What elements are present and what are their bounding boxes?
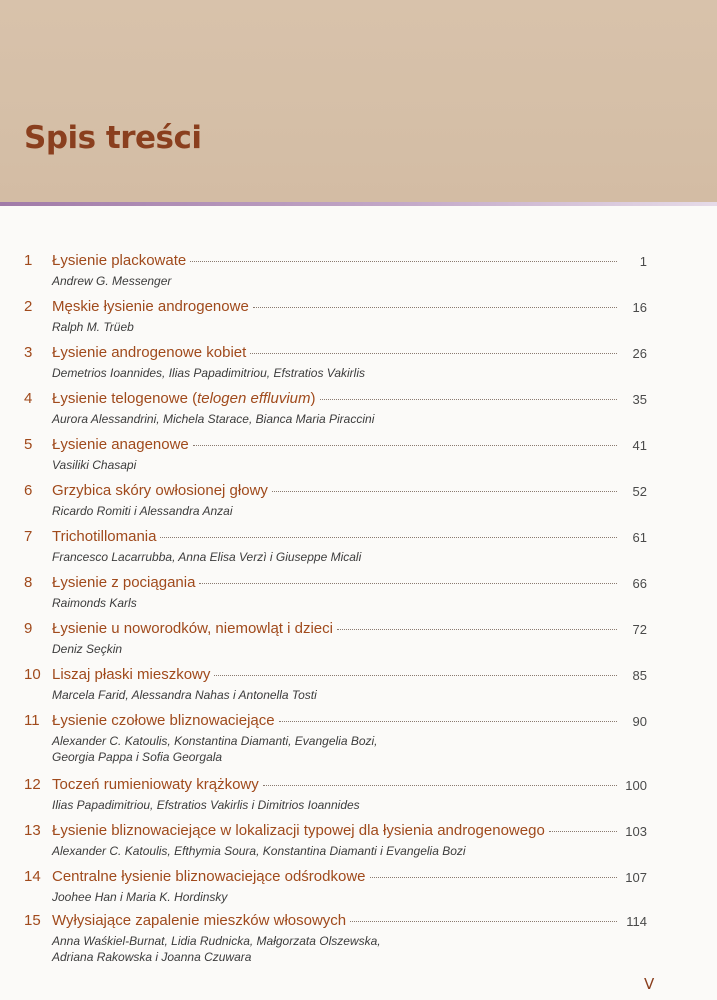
chapter-title[interactable]: Wyłysiające zapalenie mieszków włosowych <box>52 912 347 929</box>
author-line: Adriana Rakowska i Joanna Czuwara <box>52 950 252 964</box>
chapter-page-number: 35 <box>632 392 647 407</box>
author-line: Francesco Lacarrubba, Anna Elisa Verzì i Giuseppe Micali <box>52 550 362 564</box>
dot-leader <box>320 398 618 400</box>
chapter-title[interactable] <box>52 390 316 407</box>
chapter-title-line <box>52 574 617 591</box>
chapter-title-line <box>52 712 617 729</box>
author-line: Aurora Alessandrini, Michela Starace, Bianca Maria Piraccini <box>52 412 375 426</box>
chapter-authors <box>52 503 612 519</box>
chapter-title[interactable]: Łysienie androgenowe kobiet <box>52 344 247 361</box>
chapter-number: 2 <box>24 298 33 315</box>
dot-leader <box>549 830 617 832</box>
chapter-title-line <box>52 528 617 545</box>
dot-leader <box>199 582 617 584</box>
chapter-authors <box>52 273 612 289</box>
author-line: Georgia Pappa i Sofia Georgala <box>52 750 223 764</box>
chapter-title-line <box>52 482 617 499</box>
dot-leader <box>253 306 617 308</box>
chapter-number: 12 <box>24 776 41 793</box>
header-divider <box>0 202 717 206</box>
chapter-title-line <box>52 344 617 361</box>
chapter-title-line <box>52 912 617 929</box>
author-line: Demetrios Ioannides, Ilias Papadimitriou, Efstratios Vakirlis <box>52 366 366 380</box>
chapter-title[interactable]: Trichotillomania <box>52 528 157 545</box>
chapter-title-line <box>52 666 617 683</box>
chapter-page-number: 100 <box>625 778 647 793</box>
chapter-title[interactable]: Grzybica skóry owłosionej głowy <box>52 482 268 499</box>
chapter-page-number: 26 <box>632 346 647 361</box>
chapter-number: 6 <box>24 482 33 499</box>
chapter-number: 8 <box>24 574 33 591</box>
chapter-title-line <box>52 390 617 407</box>
chapter-authors <box>52 365 612 381</box>
author-line: Anna Waśkiel-Burnat, Lidia Rudnicka, Małgorzata Olszewska, <box>52 934 381 948</box>
dot-leader <box>337 628 617 630</box>
dot-leader <box>350 920 617 922</box>
chapter-title-part: Łysienie telogenowe ( <box>52 390 198 407</box>
chapter-number: 11 <box>24 712 40 729</box>
chapter-title-part: ) <box>310 390 316 407</box>
chapter-page-number: 16 <box>632 300 647 315</box>
chapter-number: 7 <box>24 528 33 545</box>
chapter-authors <box>52 733 612 765</box>
chapter-authors <box>52 889 612 905</box>
chapter-title[interactable]: Liszaj płaski mieszkowy <box>52 666 211 683</box>
chapter-page-number: 103 <box>625 824 647 839</box>
chapter-number: 14 <box>24 868 41 885</box>
chapter-title-line <box>52 822 617 839</box>
dot-leader <box>193 444 617 446</box>
dot-leader <box>279 720 617 722</box>
chapter-title[interactable]: Łysienie plackowate <box>52 252 187 269</box>
dot-leader <box>190 260 617 262</box>
chapter-title[interactable]: Łysienie bliznowaciejące w lokalizacji typowej dla łysienia androgenowego <box>52 822 545 839</box>
dot-leader <box>263 784 617 786</box>
author-line: Alexander C. Katoulis, Konstantina Diamanti, Evangelia Bozi, <box>52 734 378 748</box>
author-line: Andrew G. Messenger <box>52 274 172 288</box>
page-title: Spis treści <box>24 120 202 156</box>
chapter-title-italic: telogen effluvium <box>197 390 311 407</box>
chapter-authors <box>52 843 612 859</box>
chapter-authors <box>52 319 612 335</box>
chapter-title[interactable]: Centralne łysienie bliznowaciejące odśrodkowe <box>52 868 366 885</box>
chapter-authors <box>52 687 612 703</box>
author-line: Ilias Papadimitriou, Efstratios Vakirlis i Dimitrios Ioannides <box>52 798 360 812</box>
chapter-title-line <box>52 436 617 453</box>
chapter-authors <box>52 641 612 657</box>
chapter-title-line <box>52 776 617 793</box>
author-line: Raimonds Karls <box>52 596 137 610</box>
chapter-authors <box>52 457 612 473</box>
chapter-title-line <box>52 252 617 269</box>
dot-leader <box>250 352 617 354</box>
dot-leader <box>370 876 617 878</box>
chapter-title[interactable]: Łysienie anagenowe <box>52 436 189 453</box>
page-number: V <box>644 975 655 993</box>
chapter-title-line <box>52 298 617 315</box>
chapter-page-number: 85 <box>632 668 647 683</box>
chapter-authors <box>52 797 612 813</box>
chapter-page-number: 41 <box>632 438 647 453</box>
chapter-title[interactable]: Łysienie czołowe bliznowaciejące <box>52 712 275 729</box>
chapter-number: 13 <box>24 822 41 839</box>
chapter-authors <box>52 595 612 611</box>
chapter-number: 3 <box>24 344 33 361</box>
chapter-number: 10 <box>24 666 41 683</box>
chapter-number: 15 <box>24 912 41 929</box>
chapter-page-number: 107 <box>625 870 647 885</box>
header-band <box>0 0 717 202</box>
author-line: Alexander C. Katoulis, Efthymia Soura, Konstantina Diamanti i Evangelia Bozi <box>52 844 466 858</box>
chapter-title-line <box>52 868 617 885</box>
chapter-number: 1 <box>24 252 33 269</box>
chapter-authors <box>52 549 612 565</box>
chapter-title[interactable]: Toczeń rumieniowaty krążkowy <box>52 776 259 793</box>
chapter-page-number: 52 <box>632 484 647 499</box>
chapter-number: 9 <box>24 620 33 637</box>
chapter-authors <box>52 933 612 965</box>
dot-leader <box>160 536 617 538</box>
chapter-page-number: 1 <box>639 254 647 269</box>
chapter-page-number: 90 <box>632 714 647 729</box>
dot-leader <box>214 674 617 676</box>
chapter-authors <box>52 411 612 427</box>
chapter-title[interactable]: Łysienie u noworodków, niemowląt i dzieci <box>52 620 333 637</box>
author-line: Marcela Farid, Alessandra Nahas i Antonella Tosti <box>52 688 317 702</box>
chapter-page-number: 66 <box>632 576 647 591</box>
chapter-page-number: 61 <box>632 530 647 545</box>
chapter-title[interactable]: Łysienie z pociągania <box>52 574 196 591</box>
chapter-number: 5 <box>24 436 33 453</box>
author-line: Deniz Seçkin <box>52 642 123 656</box>
chapter-number: 4 <box>24 390 33 407</box>
author-line: Joohee Han i Maria K. Hordinsky <box>52 890 228 904</box>
author-line: Ricardo Romiti i Alessandra Anzai <box>52 504 233 518</box>
author-line: Vasiliki Chasapi <box>52 458 137 472</box>
chapter-page-number: 72 <box>632 622 647 637</box>
author-line: Ralph M. Trüeb <box>52 320 134 334</box>
chapter-page-number: 114 <box>626 914 647 929</box>
dot-leader <box>272 490 617 492</box>
chapter-title-line <box>52 620 617 637</box>
chapter-title[interactable]: Męskie łysienie androgenowe <box>52 298 249 315</box>
